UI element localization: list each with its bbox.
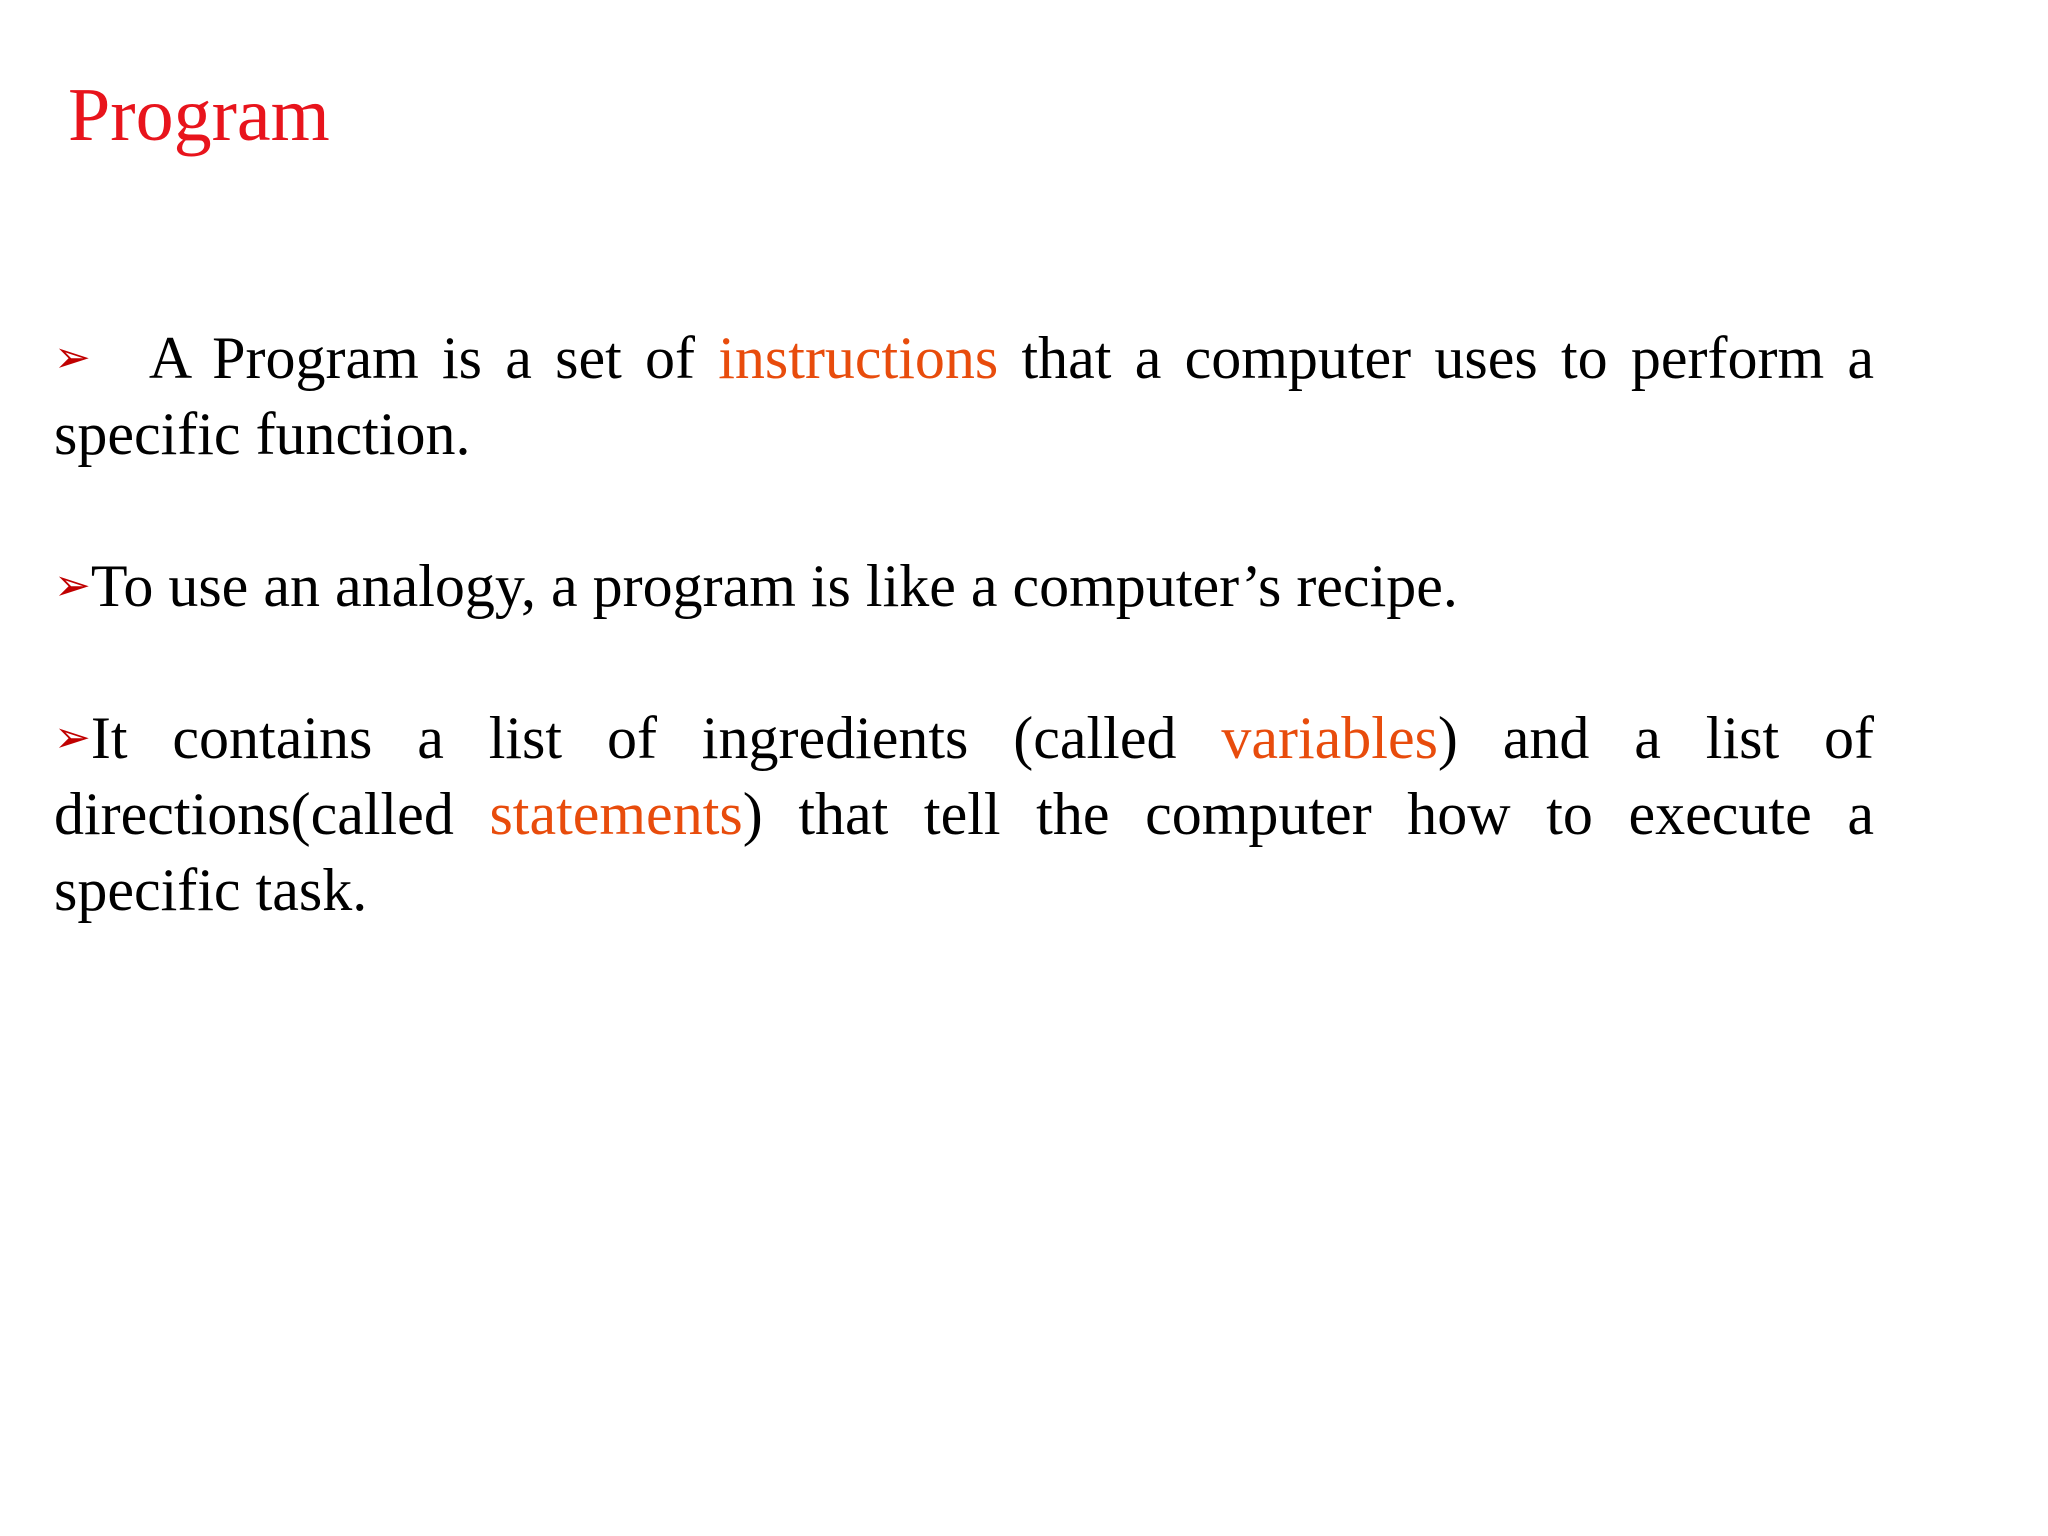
arrow-bullet-icon: ➢ [54, 332, 91, 383]
bullet-text: To use an analogy, a program is like a computer’s recipe. [90, 553, 1458, 619]
bullet-list [54, 320, 1874, 1004]
highlight-instructions: instructions [718, 325, 999, 391]
highlight-statements: statements [489, 781, 743, 847]
highlight-variables: variables [1221, 705, 1438, 771]
arrow-bullet-icon: ➢ [54, 560, 91, 611]
arrow-bullet-icon: ➢ [54, 712, 91, 763]
bullet-text: ) and a list of directions(called [54, 705, 1874, 847]
bullet-item-analogy [54, 548, 1874, 624]
bullet-text: A Program is a set of [148, 325, 719, 391]
bullet-item-program-definition [54, 320, 1874, 472]
slide-title: Program [68, 73, 330, 157]
bullet-text: It contains a list of ingredients (called [90, 705, 1222, 771]
bullet-text: that a computer uses to perform a specific function. [54, 325, 1874, 467]
bullet-item-ingredients [54, 700, 1874, 928]
bullet-text: ) that tell the computer how to execute a specific task. [54, 781, 1874, 923]
